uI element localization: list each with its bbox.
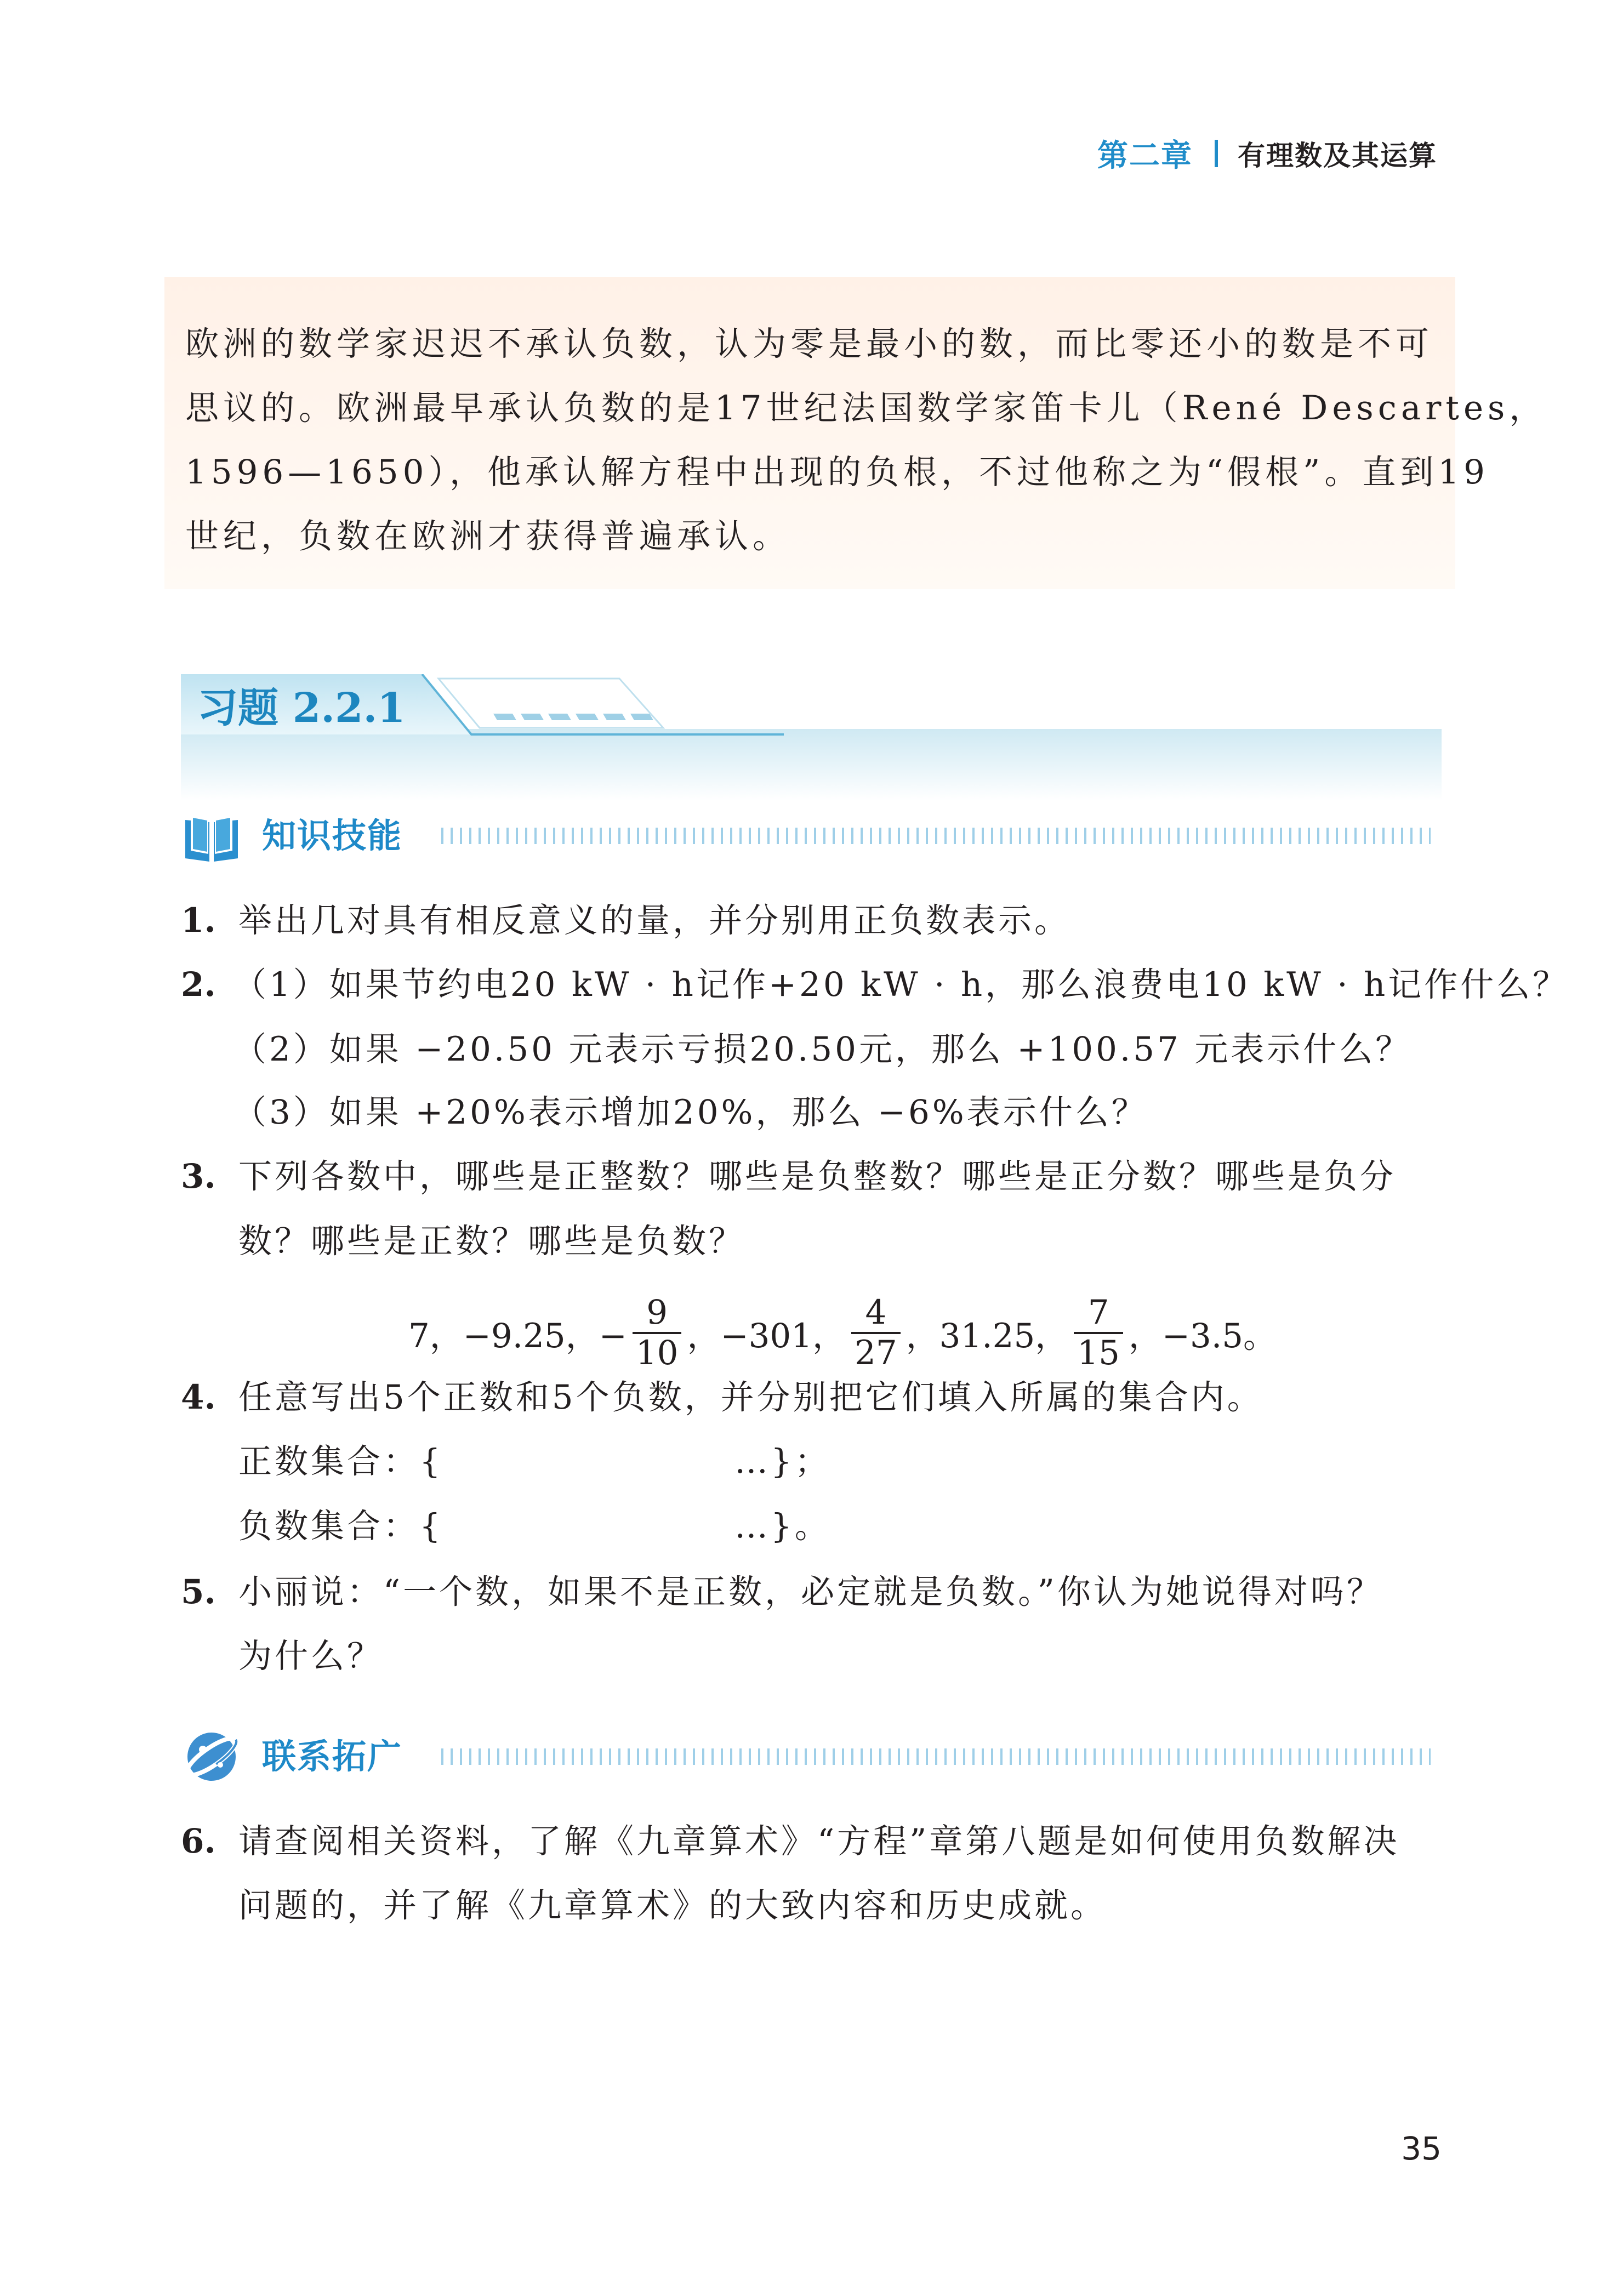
- history-line: 世纪，负数在欧洲才获得普遍承认。: [185, 517, 791, 556]
- positive-set-end: …}；: [734, 1442, 831, 1481]
- exercise-text: 数？哪些是正数？哪些是负数？: [238, 1222, 745, 1261]
- exercise-text: 问题的，并了解《九章算术》的大致内容和历史成就。: [238, 1886, 1107, 1925]
- section-title: 知识技能: [262, 816, 403, 856]
- exercise-number: 4.: [181, 1378, 216, 1417]
- fraction: [633, 1294, 682, 1372]
- dotted-rule: [441, 827, 1431, 845]
- exercise-number: 5.: [181, 1573, 216, 1611]
- exercise-number: 1.: [181, 901, 216, 940]
- negative-set-end: …}。: [734, 1507, 831, 1546]
- number-text: ，−301，: [687, 1316, 846, 1355]
- exercise-part: （2）如果 −20.50 元表示亏损20.50元，那么 +100.57 元表示什么？: [233, 1030, 1412, 1069]
- number-list: [0, 1284, 1623, 1382]
- fraction-numerator: 7: [1087, 1293, 1109, 1332]
- section-title: 联系拓广: [262, 1736, 403, 1776]
- exercise-text: 请查阅相关资料，了解《九章算术》“方程”章第八题是如何使用负数解决: [238, 1822, 1400, 1861]
- section-knowledge-skills: [181, 806, 1442, 866]
- exercise-number: 3.: [181, 1157, 216, 1196]
- chapter-label: 第二章: [1097, 138, 1193, 174]
- fraction: [851, 1294, 901, 1372]
- exercise-text: 举出几对具有相反意义的量，并分别用正负数表示。: [238, 901, 1071, 940]
- number-text: ，−3.5。: [1128, 1316, 1277, 1355]
- header-separator: [1215, 140, 1218, 167]
- fraction-numerator: 9: [646, 1293, 668, 1332]
- number-text: ，31.25，: [906, 1316, 1069, 1355]
- exercise-number: 2.: [181, 965, 216, 1004]
- history-paragraph: [185, 312, 1547, 568]
- exercise-number: 6.: [181, 1822, 216, 1861]
- exercise-text: 下列各数中，哪些是正整数？哪些是负整数？哪些是正分数？哪些是负分: [238, 1157, 1397, 1196]
- history-line: 1596—1650），他承认解方程中出现的负根，不过他称之为“假根”。直到19: [185, 453, 1489, 492]
- number-text: 7，−9.25，−: [408, 1316, 627, 1355]
- history-note-box: [164, 277, 1547, 589]
- page-number: 35: [1401, 2130, 1442, 2167]
- exercise-text: 为什么？: [238, 1637, 384, 1676]
- chapter-title: 有理数及其运算: [1238, 140, 1437, 172]
- fraction-denominator: 10: [633, 1332, 682, 1372]
- exercise-part: （1）如果节约电20 kW · h记作+20 kW · h，那么浪费电10 kW · h记作什么？: [233, 965, 1569, 1004]
- positive-set-label: 正数集合：{: [238, 1442, 443, 1481]
- exercise-text: 任意写出5个正数和5个负数，并分别把它们填入所属的集合内。: [238, 1378, 1263, 1417]
- section-extension: [181, 1727, 1442, 1787]
- running-header: [0, 132, 1437, 186]
- exercise-banner: [181, 674, 1442, 806]
- history-line: 欧洲的数学家迟迟不承认负数，认为零是最小的数，而比零还小的数是不可: [185, 324, 1434, 363]
- book-icon: [181, 806, 242, 866]
- fraction-denominator: 15: [1074, 1332, 1123, 1372]
- fraction-numerator: 4: [865, 1293, 887, 1332]
- fraction-denominator: 27: [851, 1332, 901, 1372]
- exercise-text: 小丽说：“一个数，如果不是正数，必定就是负数。”你认为她说得对吗？: [238, 1573, 1383, 1611]
- exercise-part: （3）如果 +20%表示增加20%，那么 −6%表示什么？: [233, 1093, 1148, 1132]
- dotted-rule: [441, 1747, 1431, 1766]
- fraction: [1074, 1294, 1123, 1372]
- negative-set-label: 负数集合：{: [238, 1507, 443, 1546]
- planet-icon: [181, 1727, 242, 1787]
- history-line: 思议的。欧洲最早承认负数的是17世纪法国数学家笛卡儿（René Descartes，: [185, 389, 1547, 428]
- exercise-title: 习题 2.2.1: [197, 685, 406, 732]
